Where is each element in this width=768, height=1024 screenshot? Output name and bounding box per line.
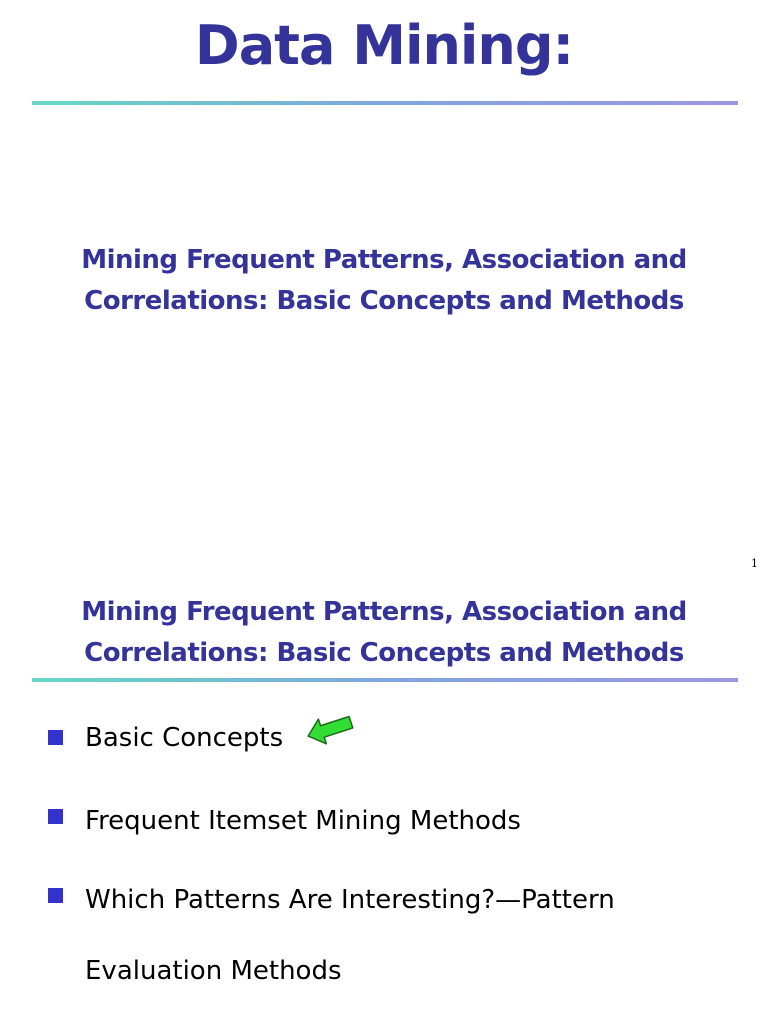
title-divider-2	[32, 678, 738, 682]
title-divider	[32, 101, 738, 105]
slide-2	[0, 580, 768, 1024]
slide-2-title-line-2: Correlations: Basic Concepts and Methods	[84, 638, 684, 668]
square-bullet-icon	[48, 888, 63, 903]
square-bullet-icon	[48, 730, 63, 745]
bullet-text: Basic Concepts	[85, 723, 284, 753]
slide-2-title-line-1: Mining Frequent Patterns, Association and	[81, 597, 687, 627]
list-item	[48, 786, 748, 857]
bullet-text-continuation: Evaluation Methods	[85, 956, 342, 986]
page-number: 1	[751, 557, 758, 570]
green-arrow-left-icon	[305, 710, 355, 748]
bullet-text: Which Patterns Are Interesting?—Pattern	[85, 885, 615, 915]
list-item	[48, 708, 748, 768]
slide-title: Data Mining:	[194, 14, 574, 77]
subtitle-line-2: Correlations: Basic Concepts and Methods	[84, 286, 684, 316]
slide-subtitle	[0, 240, 768, 322]
bullet-list	[48, 708, 748, 1007]
list-item	[48, 865, 748, 1007]
square-bullet-icon	[48, 809, 63, 824]
subtitle-line-1: Mining Frequent Patterns, Association and	[81, 245, 687, 275]
slide-2-title	[0, 592, 768, 674]
bullet-text: Frequent Itemset Mining Methods	[85, 806, 521, 836]
